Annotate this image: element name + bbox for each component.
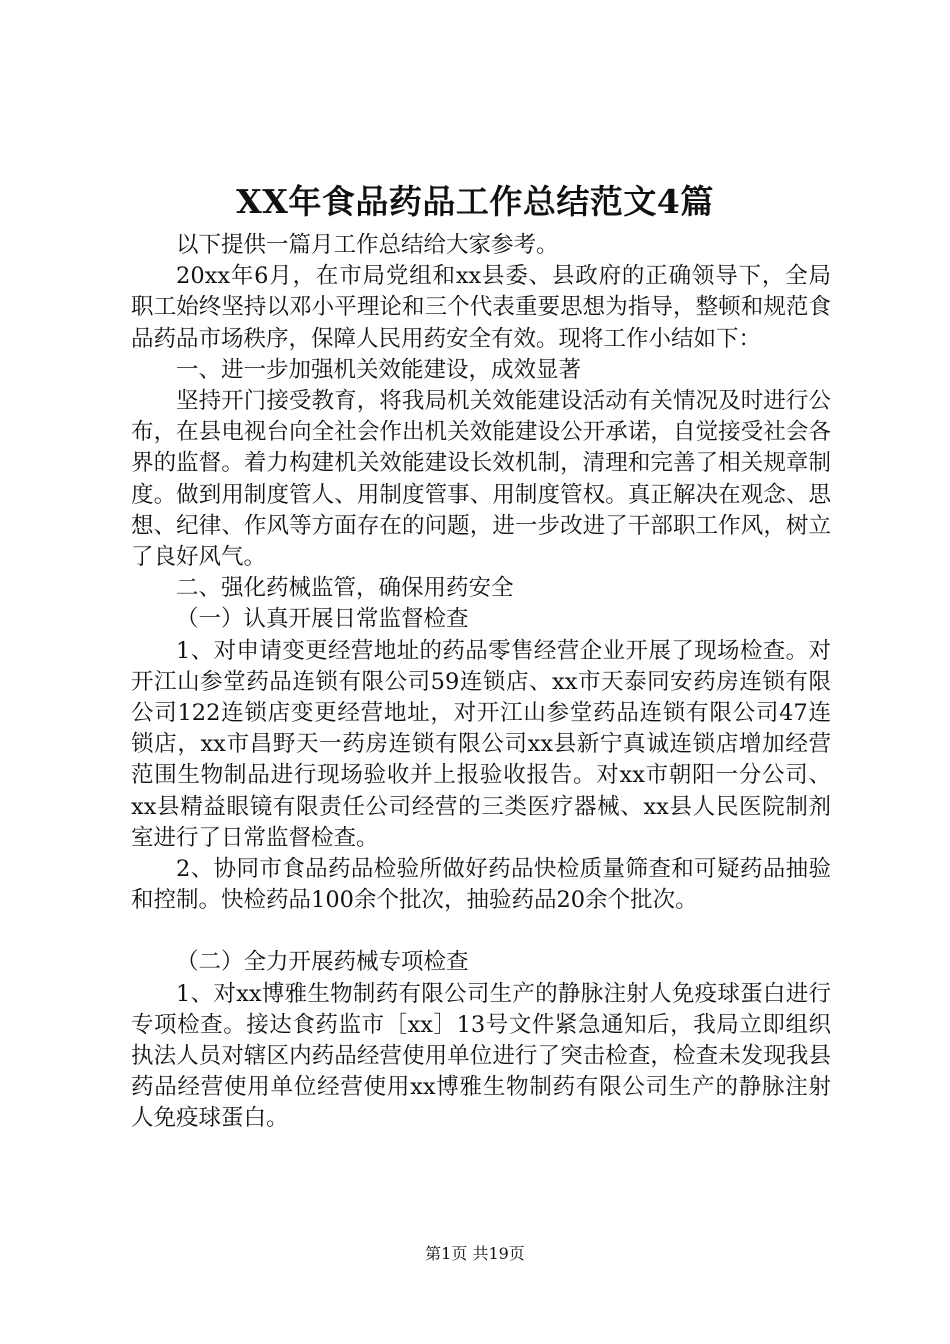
paragraph-gap [131,916,831,947]
paragraph-section-1: 坚持开门接受教育，将我局机关效能建设活动有关情况及时进行公布，在县电视台向全社会作出机关效能建设公开承诺，自觉接受社会各界的监督。着力构建机关效能建设长效机制，清理和完善了相关规章制度。做到用制度管人、用制度管事、用制度管权。真正解决在观念、思想、纪律、作风等方面存在的问题，进一步改进了干部职工作风，树立了良好风气。 [131,388,831,571]
section-heading-1: 一、进一步加强机关效能建设，成效显著 [176,356,582,383]
section-heading-2: 二、强化药械监管，确保用药安全 [176,575,514,602]
document-body [131,230,831,1135]
paragraph-intro: 以下提供一篇月工作总结给大家参考。 [176,232,559,258]
paragraph-summary: 20xx年6月，在市局党组和xx县委、县政府的正确领导下，全局职工始终坚持以邓小平理论和三个代表重要思想为指导，整顿和规范食品药品市场秩序，保障人民用药安全有效。现将工作小结如下： [131,263,831,352]
subsection-heading-2: （二）全力开展药械专项检查 [176,949,469,976]
paragraph-item-1: 1、对申请变更经营地址的药品零售经营企业开展了现场检查。对开江山参堂药品连锁有限公司59连锁店、xx市天泰同安药房连锁有限公司122连锁店变更经营地址，对开江山参堂药品连锁有限公司47连锁店，xx市昌野天一药房连锁有限公司xx县新宁真诚连锁店增加经营范围生物制品进行现场验收并上报验收报告。对xx市朝阳一分公司、xx县精益眼镜有限责任公司经营的三类医疗器械、xx县人民医院制剂室进行了日常监督检查。 [131,637,831,851]
document-title: XX年食品药品工作总结范文4篇 [236,182,714,221]
subsection-heading-1: （一）认真开展日常监督检查 [176,606,469,633]
paragraph-item-2: 2、协同市食品药品检验所做好药品快检质量筛查和可疑药品抽验和控制。快检药品100余个批次，抽验药品20余个批次。 [131,856,831,914]
paragraph-item-3: 1、对xx博雅生物制药有限公司生产的静脉注射人免疫球蛋白进行专项检查。接达食药监市［xx］13号文件紧急通知后，我局立即组织执法人员对辖区内药品经营使用单位进行了突击检查，检查未发现我县药品经营使用单位经营使用xx博雅生物制药有限公司生产的静脉注射人免疫球蛋白。 [131,980,831,1132]
page-footer: 第1页 共19页 [425,1244,525,1263]
